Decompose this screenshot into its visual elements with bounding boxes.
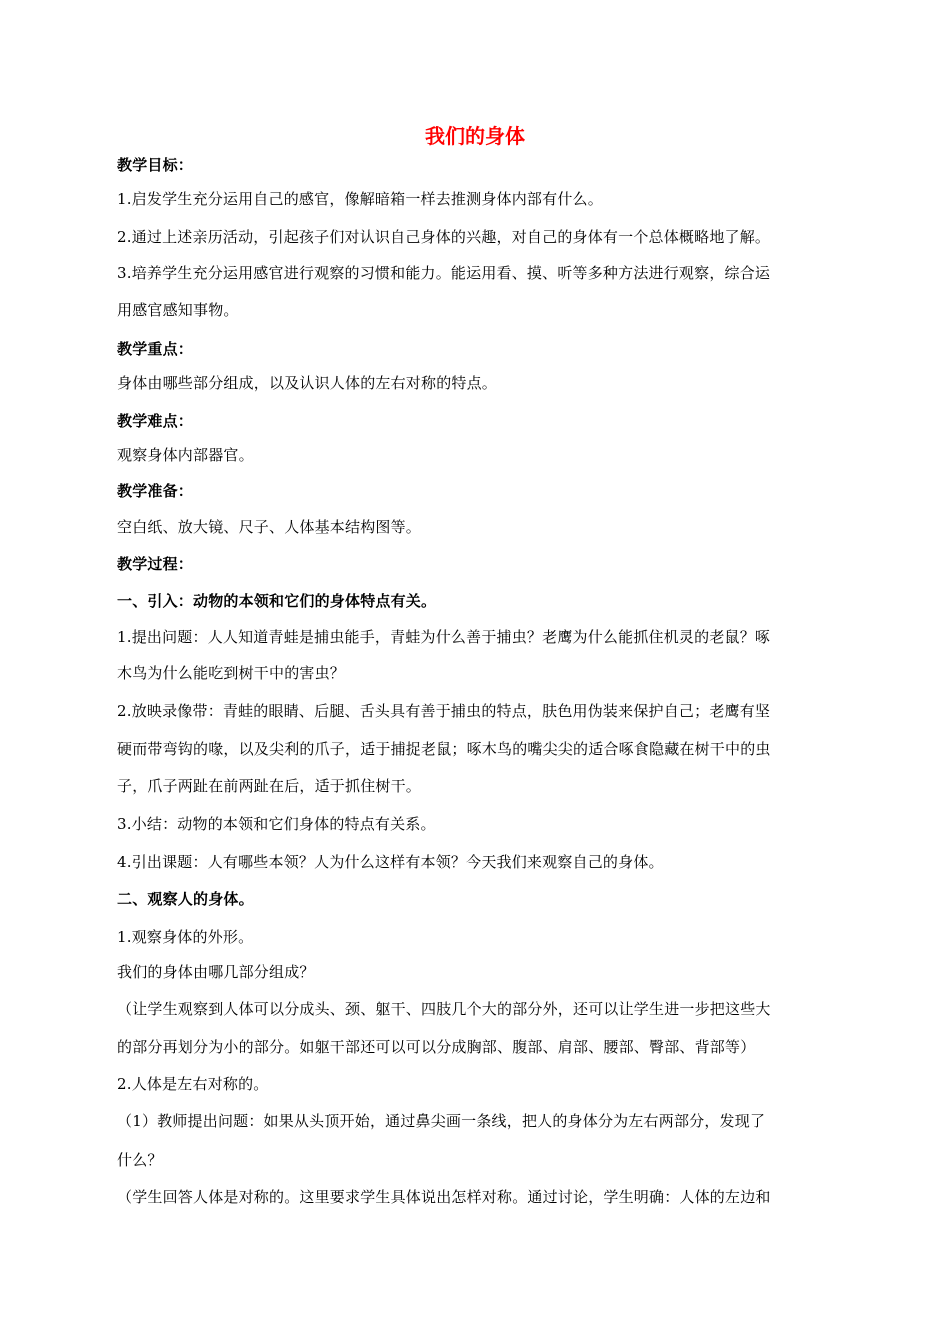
paragraph-line: 观察身体内部器官。 bbox=[117, 446, 254, 464]
paragraph-line: 1.提出问题：人人知道青蛙是捕虫能手，青蛙为什么善于捕虫？老鹰为什么能抓住机灵的老鼠？啄 bbox=[117, 628, 771, 646]
paragraph-line: 1.启发学生充分运用自己的感官，像解暗箱一样去推测身体内部有什么。 bbox=[117, 190, 603, 208]
paragraph-line: 2.人体是左右对称的。 bbox=[117, 1075, 269, 1093]
paragraph-line: （让学生观察到人体可以分成头、颈、躯干、四肢几个大的部分外，还可以让学生进一步把这些大 bbox=[117, 1000, 771, 1018]
paragraph-line: 2.放映录像带：青蛙的眼睛、后腿、舌头具有善于捕虫的特点，肤色用伪装来保护自己；老鹰有坚 bbox=[117, 702, 771, 720]
section-heading: 教学难点： bbox=[117, 412, 194, 430]
section-heading: 二、观察人的身体。 bbox=[117, 890, 254, 908]
document-title: 我们的身体 bbox=[425, 124, 525, 148]
paragraph-line: 1.观察身体的外形。 bbox=[117, 928, 254, 946]
paragraph-line: 我们的身体由哪几部分组成？ bbox=[117, 963, 315, 981]
paragraph-line: 3.小结：动物的本领和它们身体的特点有关系。 bbox=[117, 815, 436, 833]
paragraph-line: 的部分再划分为小的部分。如躯干部还可以可以分成胸部、腹部、肩部、腰部、臀部、背部等） bbox=[117, 1038, 756, 1056]
paragraph-line: 木鸟为什么能吃到树干中的害虫？ bbox=[117, 664, 346, 682]
paragraph-line: 4.引出课题：人有哪些本领？人为什么这样有本领？今天我们来观察自己的身体。 bbox=[117, 853, 664, 871]
paragraph-line: 身体由哪些部分组成，以及认识人体的左右对称的特点。 bbox=[117, 374, 498, 392]
paragraph-line: （1）教师提出问题：如果从头顶开始，通过鼻尖画一条线，把人的身体分为左右两部分，发现了 bbox=[117, 1112, 766, 1130]
paragraph-line: 2.通过上述亲历活动，引起孩子们对认识自己身体的兴趣，对自己的身体有一个总体概略地了解。 bbox=[117, 228, 771, 246]
section-heading: 教学准备： bbox=[117, 482, 194, 500]
paragraph-line: 子，爪子两趾在前两趾在后，适于抓住树干。 bbox=[117, 777, 422, 795]
paragraph-line: 硬而带弯钩的喙，以及尖利的爪子，适于捕捉老鼠；啄木鸟的嘴尖尖的适合啄食隐藏在树干中的虫 bbox=[117, 740, 771, 758]
section-heading: 一、引入：动物的本领和它们的身体特点有关。 bbox=[117, 592, 437, 610]
section-heading: 教学过程： bbox=[117, 555, 194, 573]
paragraph-line: 什么？ bbox=[117, 1151, 163, 1169]
paragraph-line: 3.培养学生充分运用感官进行观察的习惯和能力。能运用看、摸、听等多种方法进行观察，综合运 bbox=[117, 264, 771, 282]
section-heading: 教学目标： bbox=[117, 156, 194, 174]
paragraph-line: （学生回答人体是对称的。这里要求学生具体说出怎样对称。通过讨论，学生明确：人体的左边和 bbox=[117, 1188, 771, 1206]
paragraph-line: 用感官感知事物。 bbox=[117, 301, 239, 319]
paragraph-line: 空白纸、放大镜、尺子、人体基本结构图等。 bbox=[117, 518, 422, 536]
section-heading: 教学重点： bbox=[117, 340, 194, 358]
